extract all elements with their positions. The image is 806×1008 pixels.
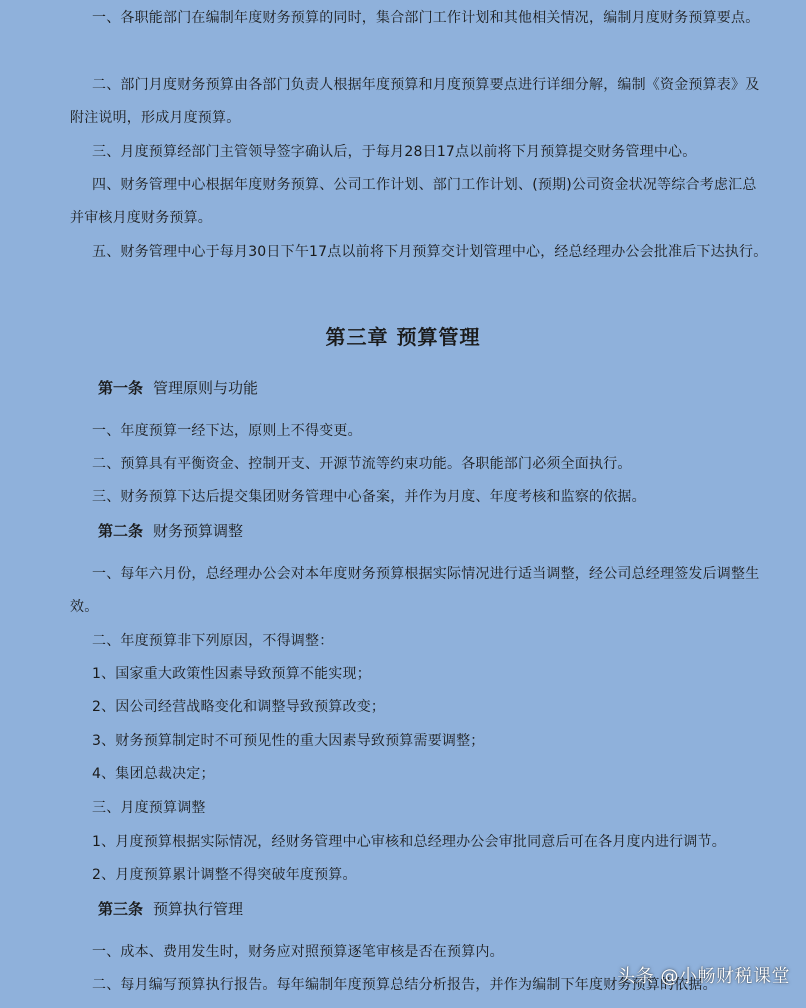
article-1-item-3: 三、财务预算下达后提交集团财务管理中心备案，并作为月度、年度考核和监察的依据。 [92,489,646,505]
article-3-heading [98,897,243,921]
intro-item-2: 二、部门月度财务预算由各部门负责人根据年度预算和月度预算要点进行详细分解，编制《资金预算表》及附注说明，形成月度预算。 [70,77,760,126]
intro-item-4: 四、财务管理中心根据年度财务预算、公司工作计划、部门工作计划、(预期)公司资金状况等综合考虑汇总并审核月度财务预算。 [70,177,757,226]
article-2-item-6: 4、集团总裁决定； [92,766,215,782]
article-3-number: 第三条 [98,900,144,918]
article-1-item-1: 一、年度预算一经下达，原则上不得变更。 [92,423,362,439]
intro-item-1: 一、各职能部门在编制年度财务预算的同时，集合部门工作计划和其他相关情况，编制月度财务预算要点。 [92,10,760,26]
article-1-title: 管理原则与功能 [153,379,259,397]
article-2-item-1: 一、每年六月份，总经理办公会对本年度财务预算根据实际情况进行适当调整，经公司总经理签发后调整生效。 [70,566,760,615]
article-2-item-4: 2、因公司经营战略变化和调整导致预算改变； [92,699,386,715]
intro-item-3: 三、月度预算经部门主管领导签字确认后，于每月28日17点以前将下月预算提交财务管理中心。 [92,144,697,160]
watermark: 头条 @小畅财税课堂 [617,966,790,987]
article-1-item-2: 二、预算具有平衡资金、控制开支、开源节流等约束功能。各职能部门必须全面执行。 [92,456,632,472]
article-1-number: 第一条 [98,379,144,397]
article-2-item-7: 三、月度预算调整 [92,800,206,816]
intro-item-5: 五、财务管理中心于每月30日下午17点以前将下月预算交计划管理中心，经总经理办公会批准后下达执行。 [92,244,768,260]
article-2-title: 财务预算调整 [153,522,244,540]
article-2-item-8: 1、月度预算根据实际情况，经财务管理中心审核和总经理办公会审批同意后可在各月度内进行调节。 [92,834,726,850]
chapter-title: 第三章 预算管理 [325,325,481,349]
article-2-item-3: 1、国家重大政策性因素导致预算不能实现； [92,666,371,682]
article-2-heading [98,519,243,543]
article-2-item-2: 二、年度预算非下列原因，不得调整： [92,633,334,649]
article-2-item-5: 3、财务预算制定时不可预见性的重大因素导致预算需要调整； [92,733,485,749]
article-3-item-1: 一、成本、费用发生时，财务应对照预算逐笔审核是否在预算内。 [92,944,504,960]
article-3-item-2: 二、每月编写预算执行报告。每年编制年度预算总结分析报告，并作为编制下年度财务预算的依据。 [92,977,717,993]
article-2-number: 第二条 [98,522,144,540]
article-1-heading [98,376,258,400]
article-3-title: 预算执行管理 [153,900,244,918]
article-2-item-9: 2、月度预算累计调整不得突破年度预算。 [92,867,357,883]
